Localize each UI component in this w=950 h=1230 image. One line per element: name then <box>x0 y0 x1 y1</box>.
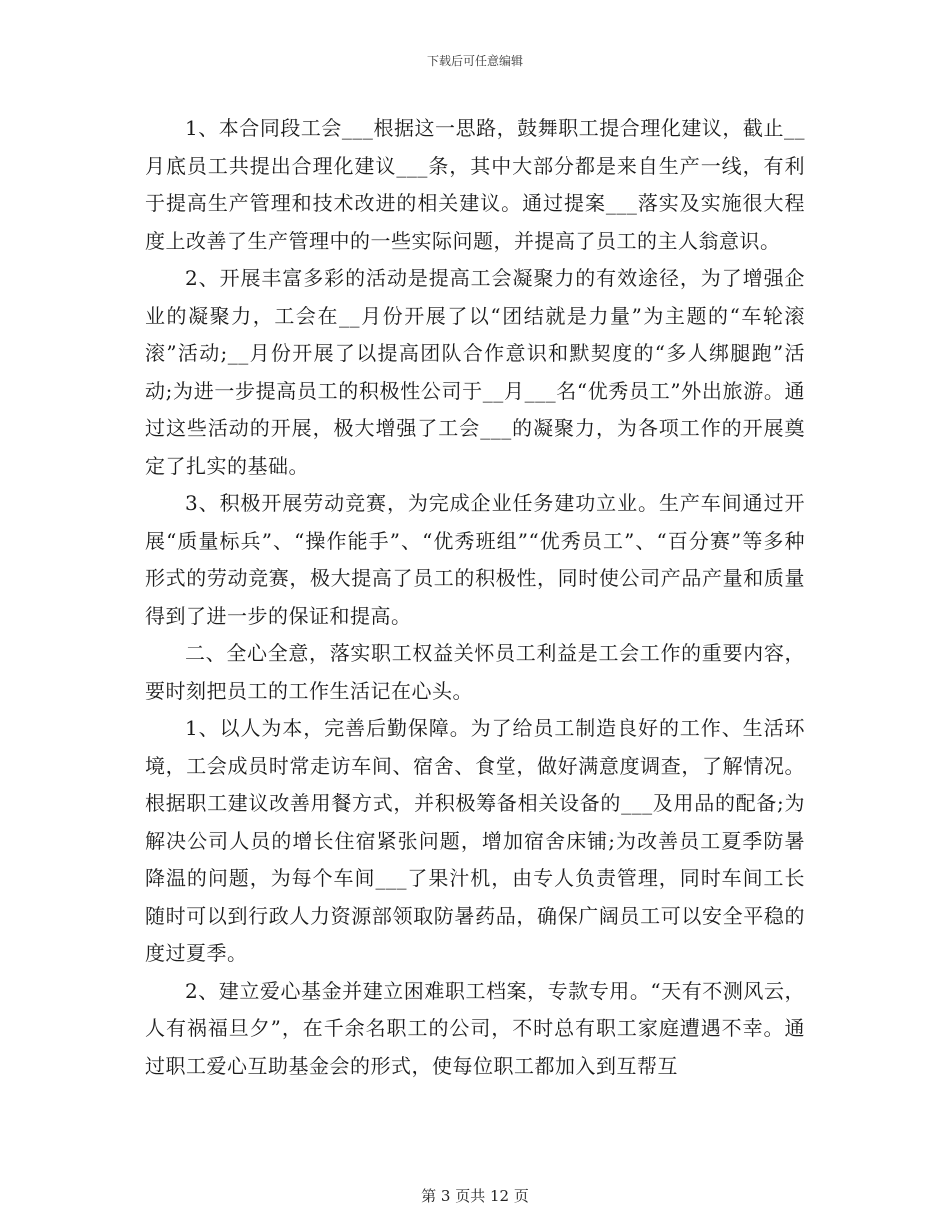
section-heading-2: 二、全心全意，落实职工权益关怀员工利益是工会工作的重要内容，要时刻把员工的工作生活记在心头。 <box>145 641 805 703</box>
document-body <box>145 110 805 1085</box>
paragraph-5: 1、以人为本，完善后勤保障。为了给员工制造良好的工作、生活环境，工会成员时常走访车间、宿舍、食堂，做好满意度调查，了解情况。根据职工建议改善用餐方式，并积极筹备相关设备的___及用品的配备;为解决公司人员的增长住宿紧张问题，增加宿舍床铺;为改善员工夏季防暑降温的问题，为每个车间___了果汁机，由专人负责管理，同时车间工长随时可以到行政人力资源部领取防暑药品，确保广阔员工可以安全平稳的度过夏季。 <box>145 716 805 965</box>
paragraph-3: 3、积极开展劳动竞赛，为完成企业任务建功立业。生产车间通过开展“质量标兵”、“操作能手”、“优秀班组”“优秀员工”、“百分赛”等多种形式的劳动竞赛，极大提高了员工的积极性，同时使公司产品产量和质量得到了进一步的保证和提高。 <box>145 491 805 628</box>
page-footer: 第 3 页共 12 页 <box>421 1187 529 1205</box>
page-header: 下载后可任意编辑 <box>426 54 523 68</box>
paragraph-1: 1、本合同段工会___根据这一思路，鼓舞职工提合理化建议，截止__月底员工共提出合理化建议___条，其中大部分都是来自生产一线，有利于提高生产管理和技术改进的相关建议。通过提案___落实及实施很大程度上改善了生产管理中的一些实际问题，并提高了员工的主人翁意识。 <box>145 116 805 253</box>
paragraph-2: 2、开展丰富多彩的活动是提高工会凝聚力的有效途径，为了增强企业的凝聚力，工会在__月份开展了以“团结就是力量”为主题的“车轮滚滚”活动;__月份开展了以提高团队合作意识和默契度的“多人绑腿跑”活动;为进一步提高员工的积极性公司于__月___名“优秀员工”外出旅游。通过这些活动的开展，极大增强了工会___的凝聚力，为各项工作的开展奠定了扎实的基础。 <box>145 266 805 478</box>
paragraph-6: 2、建立爱心基金并建立困难职工档案，专款专用。“天有不测风云，人有祸福旦夕”，在千余名职工的公司，不时总有职工家庭遭遇不幸。通过职工爱心互助基金会的形式，使每位职工都加入到互帮互 <box>145 978 805 1078</box>
